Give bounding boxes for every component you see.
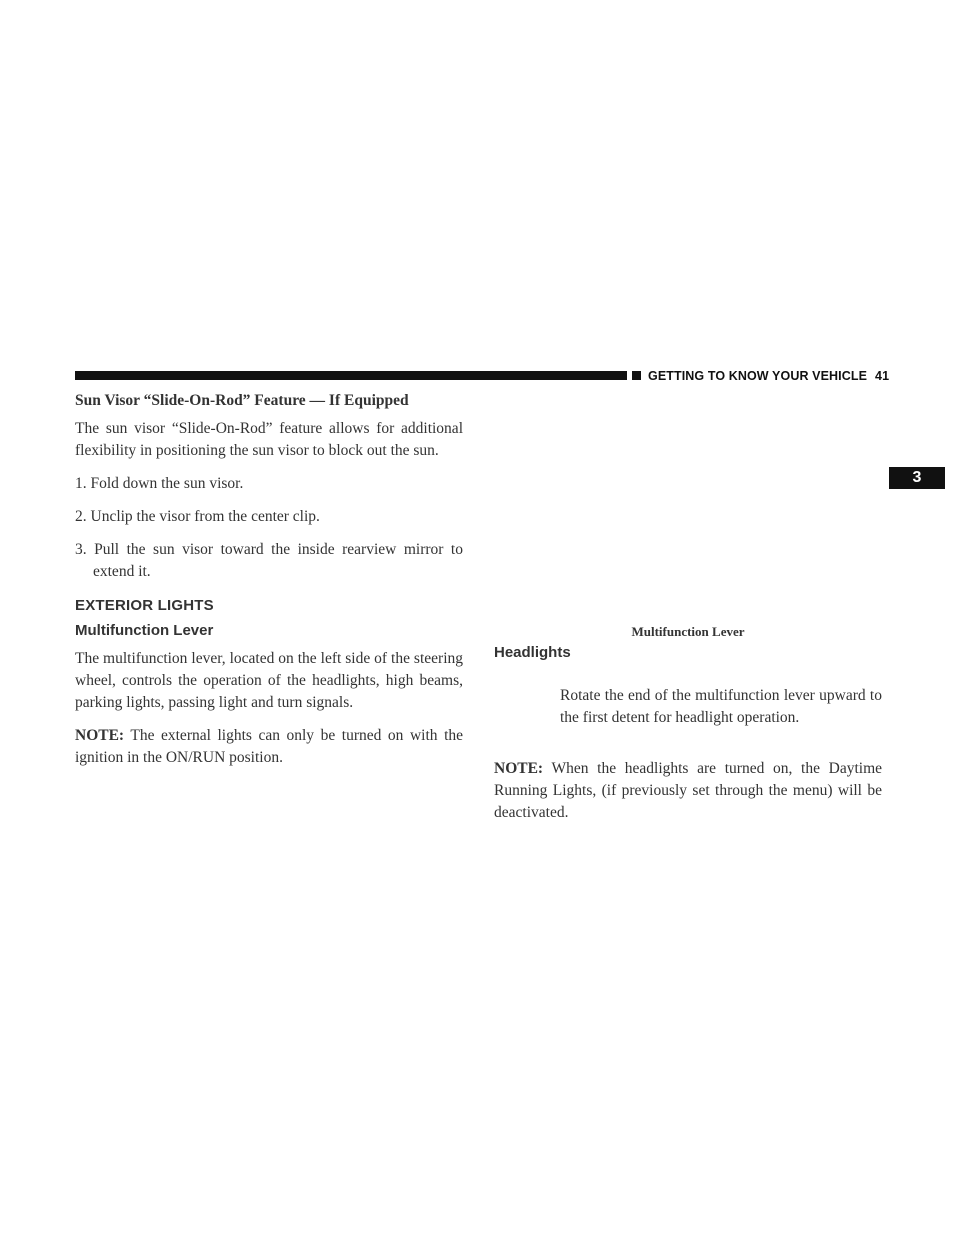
running-header bbox=[648, 369, 889, 383]
sun-visor-heading: Sun Visor “Slide-On-Rod” Feature — If Equipped bbox=[75, 392, 409, 409]
headlights-text: Rotate the end of the multifunction lever upward to the first detent for headlight operation. bbox=[560, 687, 882, 726]
note-label: NOTE: bbox=[75, 727, 125, 744]
list-item: 2. Unclip the visor from the center clip. bbox=[75, 508, 320, 525]
exterior-lights-heading: EXTERIOR LIGHTS bbox=[75, 597, 214, 614]
multifunction-lever-text: The multifunction lever, located on the left side of the steering wheel, controls the operation of the headlights, high beams, parking lights, passing light and turn signals. bbox=[75, 650, 463, 711]
multifunction-lever-heading: Multifunction Lever bbox=[75, 622, 214, 639]
section-title: GETTING TO KNOW YOUR VEHICLE bbox=[648, 369, 868, 383]
note-text: When the headlights are turned on, the Daytime Running Lights, (if previously set through the menu) will be deactivated. bbox=[494, 760, 882, 821]
exterior-lights-note bbox=[75, 725, 463, 769]
header-square bbox=[632, 371, 641, 380]
list-item: 1. Fold down the sun visor. bbox=[75, 475, 244, 492]
header-rule bbox=[75, 371, 627, 380]
sun-visor-intro: The sun visor “Slide-On-Rod” feature allows for additional flexibility in positioning the sun visor to block out the sun. bbox=[75, 420, 463, 459]
page-number: 41 bbox=[875, 369, 890, 383]
list-item: 3. Pull the sun visor toward the inside rearview mirror to extend it. bbox=[75, 541, 463, 580]
figure-caption: Multifunction Lever bbox=[631, 624, 745, 639]
chapter-tab: 3 bbox=[889, 467, 945, 489]
note-label: NOTE: bbox=[494, 760, 544, 777]
left-column bbox=[75, 392, 463, 780]
headlights-heading: Headlights bbox=[494, 644, 571, 661]
note-text: The external lights can only be turned on with the ignition in the ON/RUN position. bbox=[75, 727, 463, 766]
headlights-note bbox=[494, 758, 882, 824]
